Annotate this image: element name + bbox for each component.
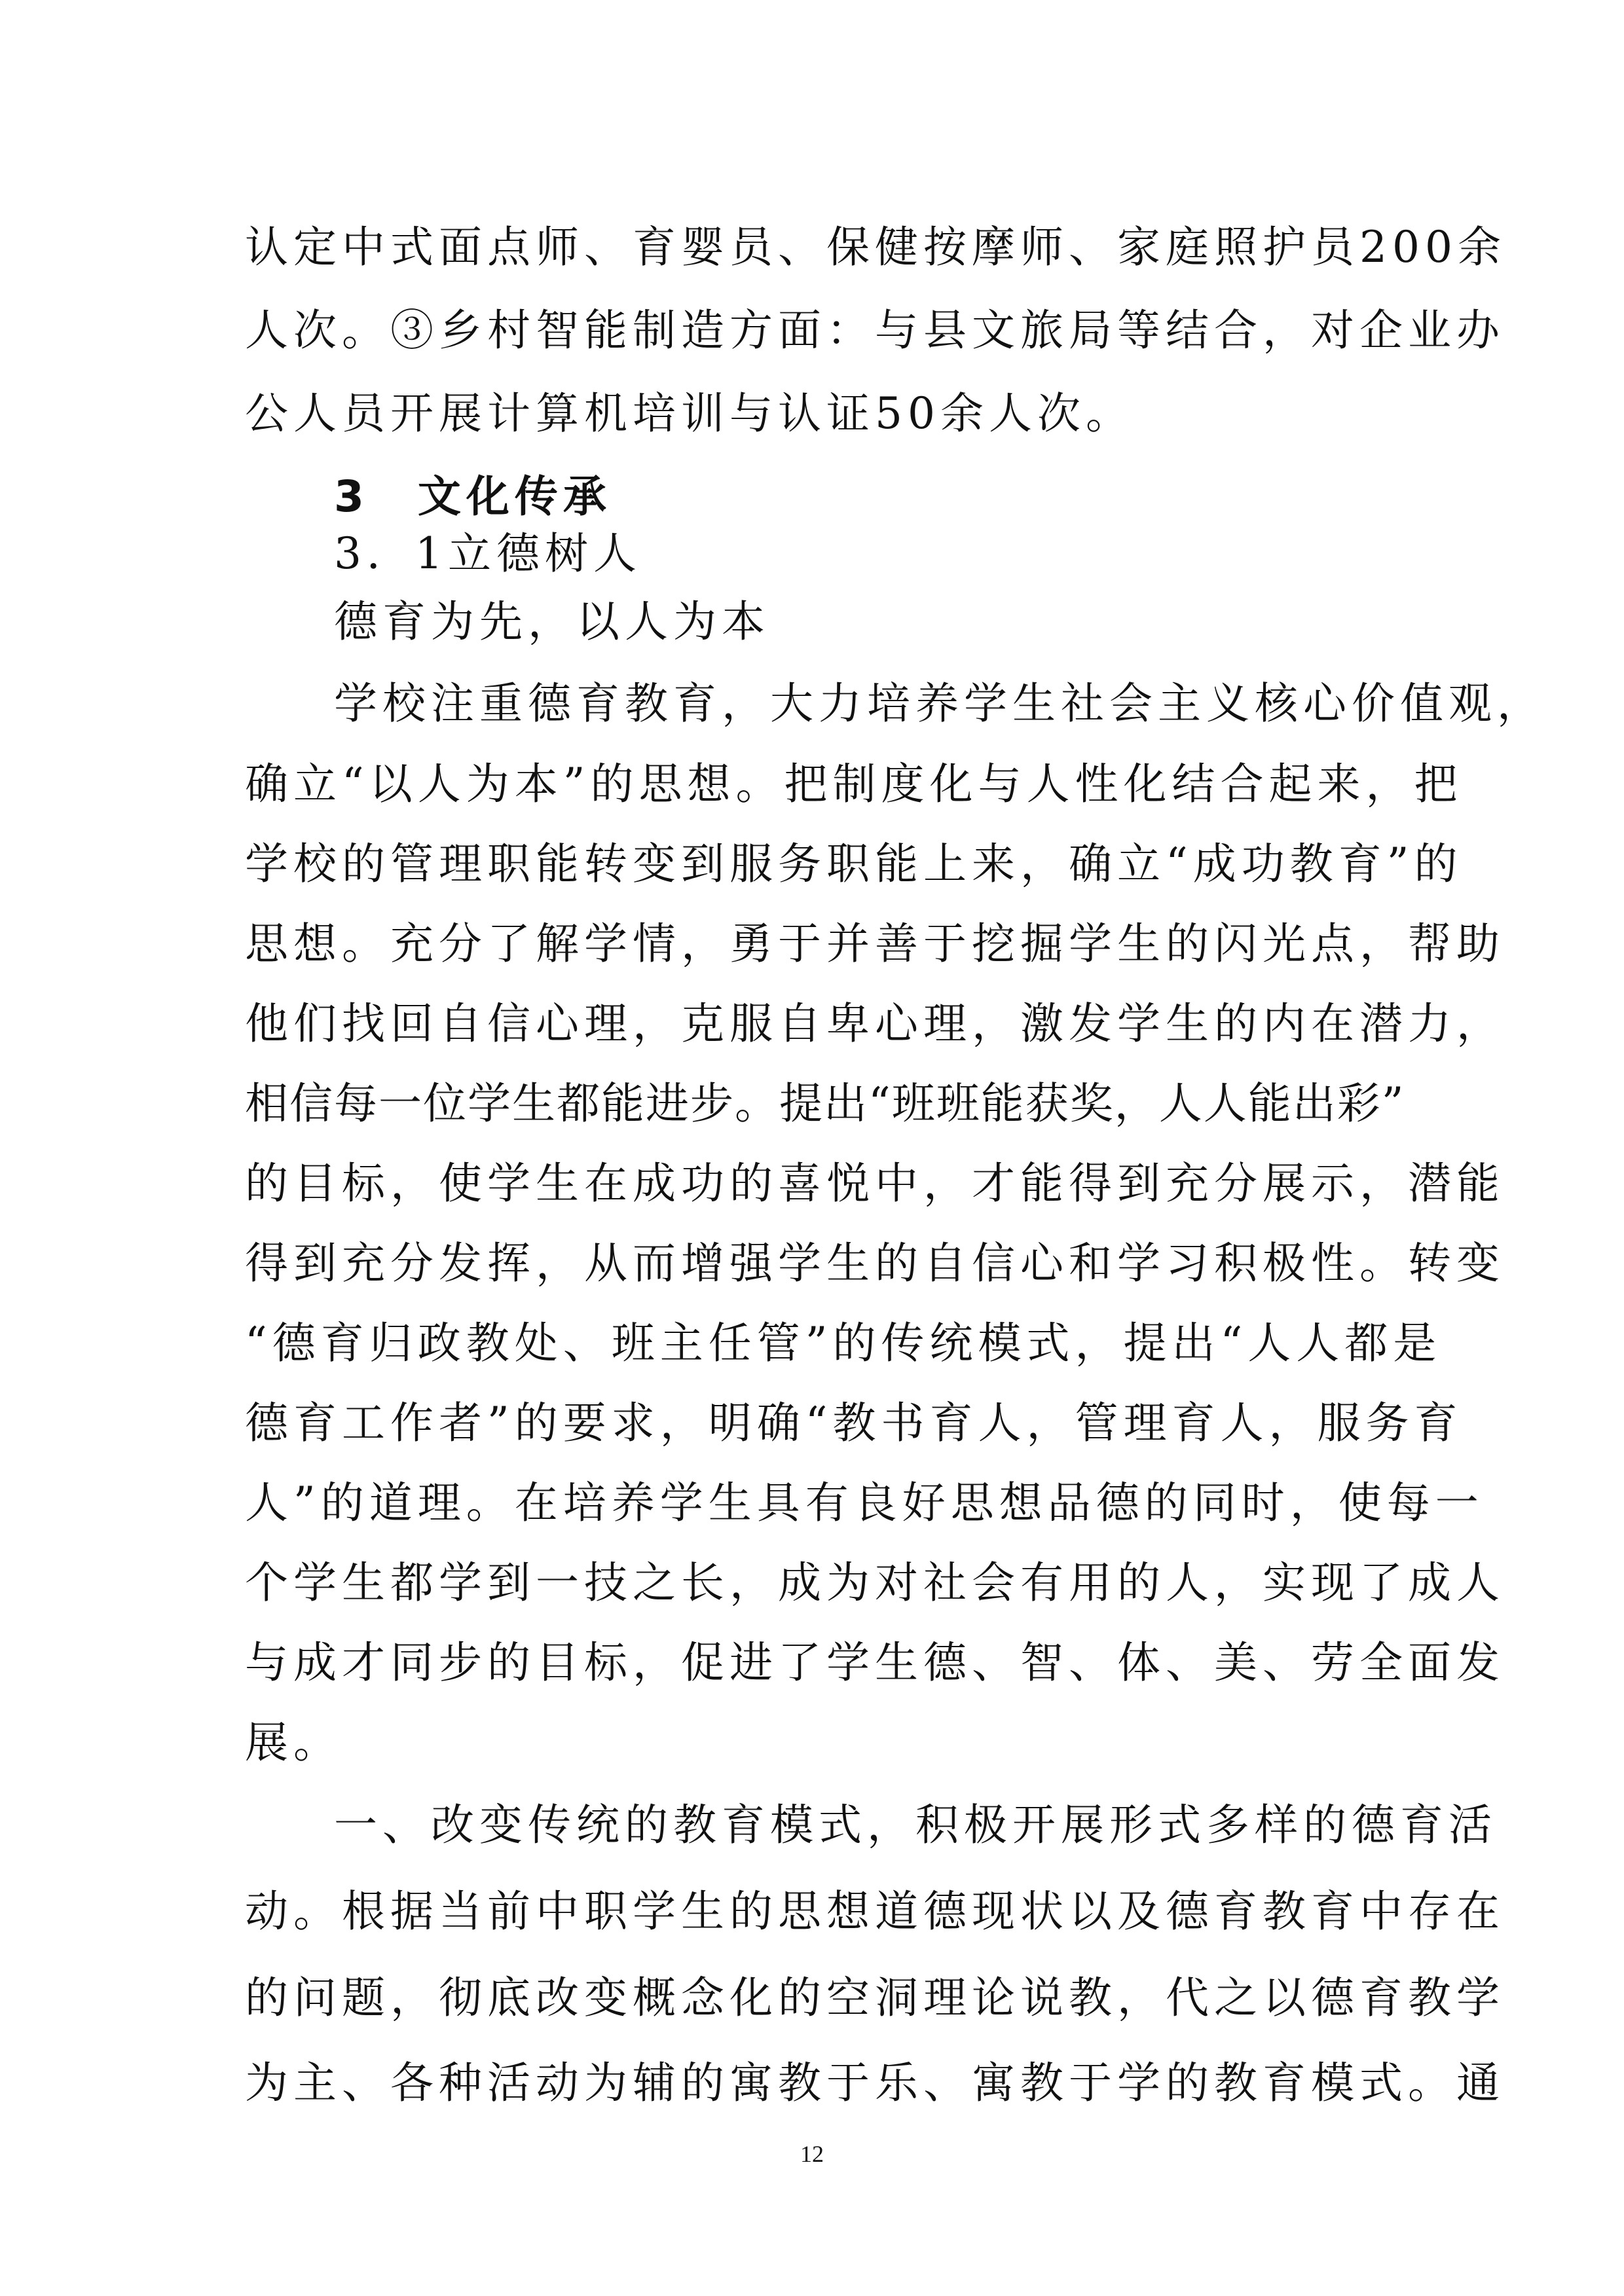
paragraph-start-line: 学校注重德育教育，大力培养学生社会主义核心价值观， <box>334 678 1545 729</box>
page-number: 12 <box>800 2141 824 2167</box>
body-text-line: “德育归政教处、班主任管”的传统模式，提出“人人都是 <box>245 1318 1442 1368</box>
paragraph-start-line: 一、改变传统的教育模式，积极开展形式多样的德育活 <box>334 1800 1497 1850</box>
subsection-subtitle: 德育为先，以人为本 <box>334 596 770 647</box>
body-text-line: 个学生都学到一技之长，成为对社会有用的人，实现了成人 <box>245 1558 1505 1608</box>
body-text-line: 认定中式面点师、育婴员、保健按摩师、家庭照护员200余 <box>245 222 1506 272</box>
body-text-line: 德育工作者”的要求，明确“教书育人，管理育人，服务育 <box>245 1398 1463 1448</box>
body-text-line: 与成才同步的目标，促进了学生德、智、体、美、劳全面发 <box>245 1637 1505 1688</box>
body-text-line: 公人员开展计算机培训与认证50余人次。 <box>245 388 1134 439</box>
body-text-line: 学校的管理职能转变到服务职能上来，确立“成功教育”的 <box>245 839 1463 889</box>
body-text-line: 相信每一位学生都能进步。提出“班班能获奖，人人能出彩” <box>245 1078 1405 1129</box>
body-text-line: 确立“以人为本”的思想。把制度化与人性化结合起来，把 <box>245 759 1463 809</box>
body-text-line: 他们找回自信心理，克服自卑心理，激发学生的内在潜力， <box>245 998 1505 1049</box>
body-text-line: 得到充分发挥，从而增强学生的自信心和学习积极性。转变 <box>245 1238 1505 1288</box>
subsection-heading: 3．1立德树人 <box>334 528 642 579</box>
body-text-line: 的目标，使学生在成功的喜悦中，才能得到充分展示，潜能 <box>245 1158 1505 1209</box>
body-text-line: 人”的道理。在培养学生具有良好思想品德的同时，使每一 <box>245 1478 1484 1528</box>
body-text-line: 为主、各种活动为辅的寓教于乐、寓教于学的教育模式。通 <box>245 2058 1505 2108</box>
body-text-line: 展。 <box>245 1717 342 1768</box>
body-text-line: 思想。充分了解学情，勇于并善于挖掘学生的闪光点，帮助 <box>245 919 1505 969</box>
body-text-line: 的问题，彻底改变概念化的空洞理论说教，代之以德育教学 <box>245 1973 1505 2023</box>
section-heading: 3 文化传承 <box>334 471 612 522</box>
body-text-line: 动。根据当前中职学生的思想道德现状以及德育教育中存在 <box>245 1886 1505 1937</box>
body-text-line: 人次。③乡村智能制造方面：与县文旅局等结合，对企业办 <box>245 305 1505 355</box>
